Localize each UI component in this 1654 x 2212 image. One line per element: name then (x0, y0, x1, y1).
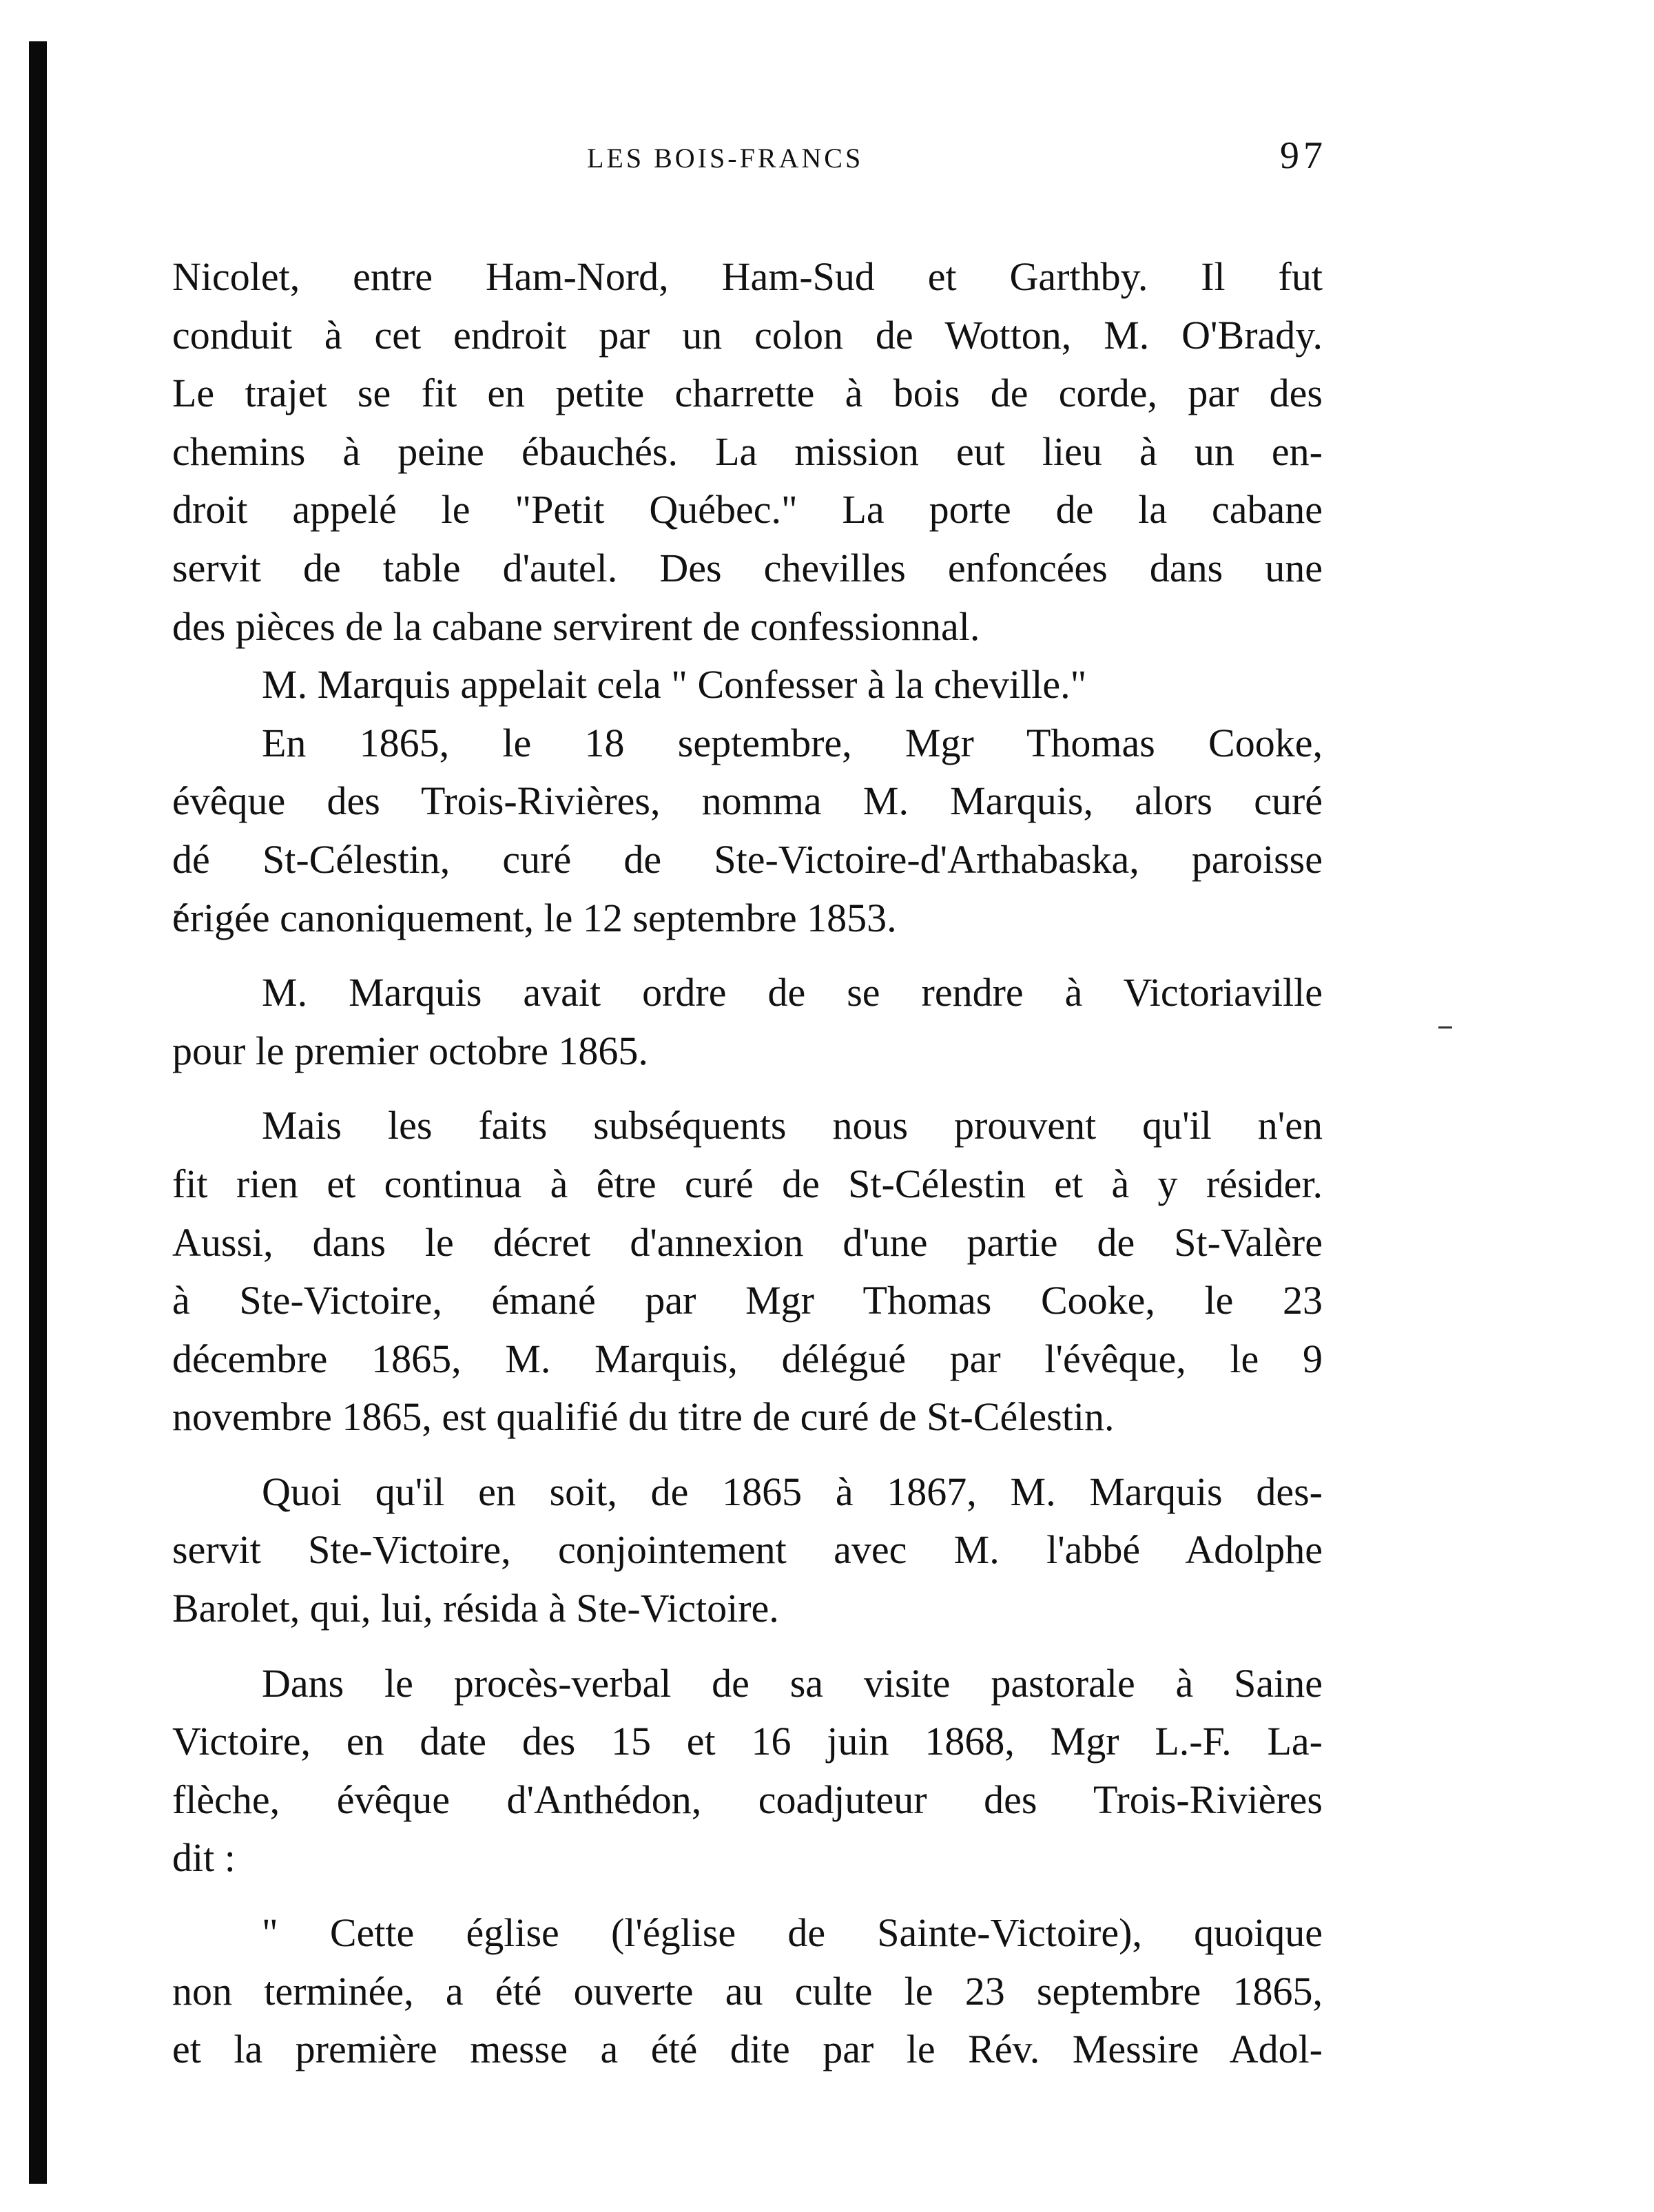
text-line: Victoire, en date des 15 et 16 juin 1868, Mgr L.-F. La- (172, 1719, 1323, 1764)
running-head: LES BOIS-FRANCS (587, 143, 864, 174)
text-line: chemins à peine ébauchés. La mission eut lieu à un en- (172, 428, 1323, 474)
text-line: des pièces de la cabane servirent de confessionnal. (172, 603, 980, 649)
text-line: servit Ste-Victoire, conjointement avec M. l'abbé Adolphe (172, 1527, 1323, 1573)
text-line: décembre 1865, M. Marquis, délégué par l'évêque, le 9 (172, 1336, 1323, 1381)
text-line: dé St-Célestin, curé de Ste-Victoire-d'Arthabaska, paroisse (172, 836, 1323, 882)
text-line: servit de table d'autel. Des chevilles enfoncées dans une (172, 545, 1323, 590)
text-line: Le trajet se fit en petite charrette à bois de corde, par des (172, 371, 1323, 416)
text-line: M. Marquis appelait cela " Confesser à la cheville." (262, 662, 1087, 707)
text-line: flèche, évêque d'Anthédon, coadjuteur des Trois-Rivières (172, 1777, 1323, 1822)
text-line: à Ste-Victoire, émané par Mgr Thomas Cooke, le 23 (172, 1278, 1323, 1323)
text-line: pour le premier octobre 1865. (172, 1028, 648, 1073)
text-line: M. Marquis avait ordre de se rendre à Victoriaville (262, 970, 1323, 1015)
text-line: Quoi qu'il en soit, de 1865 à 1867, M. Marquis des- (262, 1469, 1323, 1514)
text-line: Dans le procès-verbal de sa visite pastorale à Saine (262, 1660, 1323, 1706)
text-line: Barolet, qui, lui, résida à Ste-Victoire. (172, 1586, 779, 1631)
text-line: Mais les faits subséquents nous prouvent qu'il n'en (262, 1103, 1323, 1148)
text-line: et la première messe a été dite par le Rév. Messire Adol- (172, 2027, 1323, 2072)
body-text (172, 248, 1323, 2079)
text-line: Nicolet, entre Ham-Nord, Ham-Sud et Garthby. Il fut (172, 254, 1323, 299)
page-number: 97 (1280, 134, 1327, 177)
text-line: droit appelé le "Petit Québec." La porte de la cabane (172, 487, 1323, 533)
page-header (0, 131, 1654, 186)
text-line: En 1865, le 18 septembre, Mgr Thomas Cooke, (262, 720, 1323, 765)
page-binding-edge (29, 41, 47, 2184)
text-line: dit : (172, 1835, 236, 1881)
text-line: fit rien et continua à être curé de St-Célestin et à y résider. (172, 1161, 1323, 1206)
text-line: érigée canoniquement, le 12 septembre 1853. (172, 895, 897, 940)
text-line: conduit à cet endroit par un colon de Wotton, M. O'Brady. (172, 312, 1323, 358)
text-line: novembre 1865, est qualifié du titre de curé de St-Célestin. (172, 1394, 1115, 1440)
text-line: non terminée, a été ouverte au culte le 23 septembre 1865, (172, 1968, 1323, 2014)
text-line: évêque des Trois-Rivières, nomma M. Marquis, alors curé (172, 778, 1323, 824)
text-line: Aussi, dans le décret d'annexion d'une partie de St-Valère (172, 1219, 1323, 1265)
print-speck (1438, 1026, 1452, 1029)
text-line: " Cette église (l'église de Sainte-Victoire), quoique (262, 1910, 1323, 1956)
